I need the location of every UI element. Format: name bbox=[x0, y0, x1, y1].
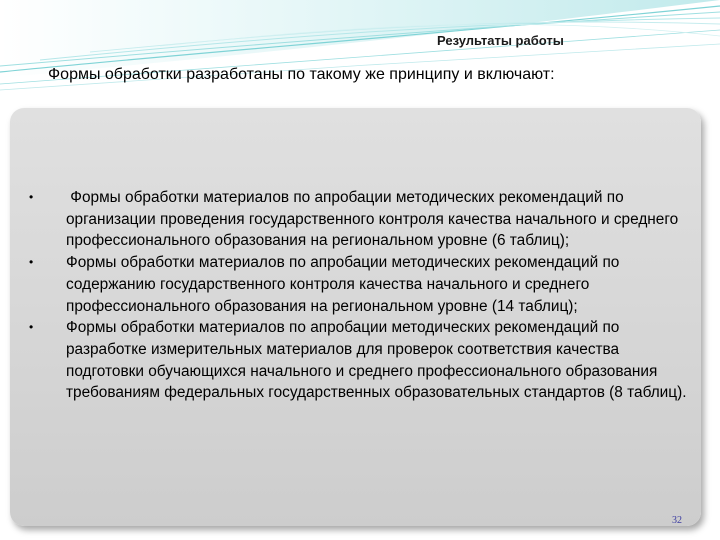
list-item-text: Формы обработки материалов по апробации методических рекомендаций по организации проведения государственного контроля качества начального и среднего профессионального образования на региональном уровне (6 таблиц); bbox=[66, 189, 683, 250]
page-title: Результаты работы bbox=[437, 33, 564, 48]
header-swoosh-decoration bbox=[0, 0, 720, 110]
slide-subtitle: Формы обработки разработаны по такому же принципу и включают: bbox=[48, 66, 555, 83]
list-item-text: Формы обработки материалов по апробации методических рекомендаций по разработке измерительных материалов для проверок соответствия качества подготовки обучающихся начального и среднего профессионального образования требованиям федеральных государственных образовательных стандартов (8 таблиц). bbox=[66, 319, 687, 402]
list-item bbox=[22, 317, 692, 404]
list-item bbox=[22, 187, 692, 252]
list-item bbox=[22, 252, 692, 317]
bullet-marker: • bbox=[29, 190, 34, 204]
list-item-text: Формы обработки материалов по апробации методических рекомендаций по содержанию государственного контроля качества начального и среднего профессионального образования на региональном уровне (14 таблиц); bbox=[66, 254, 620, 315]
bullet-marker: • bbox=[29, 320, 34, 335]
bullet-list bbox=[22, 187, 692, 404]
page-number: 32 bbox=[672, 515, 682, 526]
bullet-marker: • bbox=[29, 255, 34, 270]
